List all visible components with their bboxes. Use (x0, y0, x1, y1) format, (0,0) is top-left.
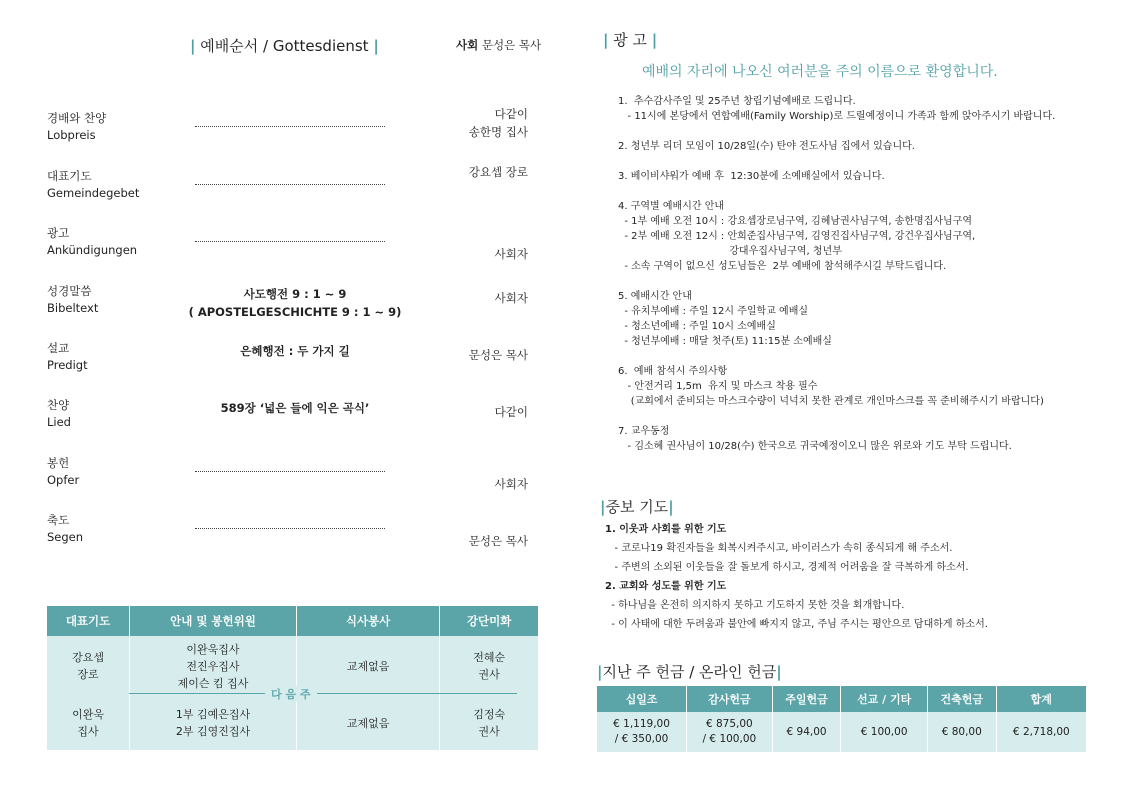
prayer-heading: 1. 이웃과 사회를 위한 기도 (605, 524, 727, 535)
notice-line: 5. 예배시간 안내 (618, 291, 692, 302)
order-item-german: Predigt (47, 358, 88, 372)
order-item-label (47, 512, 83, 546)
offering-title: |지난 주 헌금 / 온라인 헌금| (597, 663, 782, 681)
order-item-korean: 봉헌 (47, 456, 70, 470)
order-item-leader: 문성은 목사 (468, 534, 528, 548)
notice-line: 1. 추수감사주일 및 25주년 창립기념예배로 드립니다. (618, 96, 856, 107)
notice-title: | 광 고 | (603, 31, 658, 49)
prayer-item: - 하나님을 온전히 의지하지 못하고 기도하지 못한 것을 회개합니다. (605, 600, 905, 611)
prayer-item: - 주변의 소외된 이웃들을 잘 돌보게 하시고, 경제적 어려움을 잘 극복하게 하소서. (605, 562, 969, 573)
duty-table-cell: 1부 김예은집사 2부 김영진집사 (130, 696, 297, 750)
dotted-leader (195, 471, 385, 472)
order-item-content: 은혜행전 : 두 가지 길 (240, 344, 350, 358)
order-item-leader: 다같이 (494, 405, 528, 419)
order-item-leader: 사회자 (494, 477, 528, 491)
order-item-korean: 광고 (47, 226, 70, 240)
offering-table (597, 686, 1087, 752)
offering-table-cell: € 94,00 (772, 712, 841, 752)
duty-table-cell: 교제없음 (296, 696, 439, 750)
offering-table-header: 감사헌금 (687, 686, 773, 712)
offering-table-header: 건축헌금 (927, 686, 996, 712)
offering-table-cell: € 875,00 / € 100,00 (687, 712, 773, 752)
notice-line: - 청소년예배 : 주일 10시 소예배실 (618, 321, 776, 332)
order-item-german: Ankündigungen (47, 243, 138, 257)
order-item-leader: 사회자 (494, 247, 528, 261)
order-item-content: 사도행전 9 : 1 ~ 9 ( APOSTELGESCHICHTE 9 : 1 ~ 9) (188, 287, 402, 319)
dotted-leader (195, 126, 385, 127)
order-item-german: Bibeltext (47, 301, 99, 315)
notice-line: (교회에서 준비되는 마스크수량이 넉넉치 못한 관계로 개인마스크를 꼭 준비해주시기 바랍니다) (618, 396, 1044, 407)
prayer-title: |중보 기도| (600, 498, 674, 516)
order-item-content: 589장 ‘넓은 들에 익은 곡식’ (220, 401, 370, 415)
notice-line: - 11시에 본당에서 연합예배(Family Worship)로 드릴예정이니 가족과 함께 앉아주시기 바랍니다. (618, 111, 1056, 122)
order-item-leader: 강요셉 장로 (468, 165, 528, 179)
order-item-leader: 사회자 (494, 291, 528, 305)
order-item-label (47, 455, 79, 489)
duty-table-wrap (47, 606, 539, 750)
notice-spacer (618, 124, 1055, 139)
duty-table-header: 강단미화 (440, 606, 539, 636)
notice-spacer (618, 154, 1055, 169)
duty-table-cell: 이완욱 집사 (47, 696, 130, 750)
next-week-label: 다 음 주 (265, 686, 317, 702)
offering-table-header: 선교 / 기타 (841, 686, 927, 712)
order-item-leader: 문성은 목사 (468, 348, 528, 362)
order-item-korean: 찬양 (47, 398, 70, 412)
offering-table-cell: € 80,00 (927, 712, 996, 752)
order-item-label (47, 340, 88, 374)
notice-spacer (618, 349, 1055, 364)
notice-line: - 1부 예배 오전 10시 : 강요셉장로님구역, 김혜남권사님구역, 송한명집사님구역 (618, 216, 973, 227)
welcome-text: 예배의 자리에 나오신 여러분을 주의 이름으로 환영합니다. (642, 64, 998, 80)
notice-list (618, 94, 1055, 454)
order-item-korean: 경배와 찬양 (47, 111, 107, 125)
prayer-heading: 2. 교회와 성도를 위한 기도 (605, 581, 727, 592)
duty-table (47, 606, 539, 750)
order-item-label (47, 225, 137, 259)
next-week-divider (129, 693, 517, 694)
prayer-list (605, 520, 988, 634)
order-item-german: Segen (47, 530, 84, 544)
offering-table-wrap (597, 686, 1087, 752)
notice-line: - 안전거리 1,5m 유지 및 마스크 착용 필수 (618, 381, 818, 392)
order-item-german: Gemeindegebet (47, 186, 140, 200)
notice-line: - 2부 예배 오전 12시 : 안희준집사님구역, 김영진집사님구역, 강건우집사님구역, (618, 231, 976, 242)
host-info: 사회 문성은 목사 (456, 38, 542, 52)
notice-line: - 소속 구역이 없으신 성도님들은 2부 예배에 참석해주시길 부탁드립니다. (618, 261, 947, 272)
duty-table-cell: 김정숙 권사 (440, 696, 539, 750)
prayer-item: - 이 사태에 대한 두려움과 불안에 빠지지 않고, 주님 주시는 평안으로 담대하게 하소서. (605, 619, 988, 630)
duty-table-header: 식사봉사 (296, 606, 439, 636)
duty-table-cell: 강요셉 장로 (47, 636, 130, 696)
notice-line: - 김소혜 권사님이 10/28(수) 한국으로 귀국예정이오니 많은 위로와 기도 부탁 드립니다. (618, 441, 1012, 452)
duty-table-header: 대표기도 (47, 606, 130, 636)
order-item-german: Opfer (47, 473, 80, 487)
order-item-korean: 성경말씀 (47, 284, 92, 298)
dotted-leader (195, 528, 385, 529)
order-item-german: Lobpreis (47, 128, 96, 142)
notice-line: 강대우집사님구역, 청년부 (618, 246, 842, 257)
offering-table-cell: € 100,00 (841, 712, 927, 752)
notice-spacer (618, 274, 1055, 289)
dotted-leader (195, 184, 385, 185)
notice-spacer (618, 409, 1055, 424)
prayer-item: - 코로나19 확진자들을 회복시켜주시고, 바이러스가 속히 종식되게 해 주소서. (605, 543, 953, 554)
order-item-korean: 대표기도 (47, 169, 92, 183)
offering-table-header: 합계 (996, 686, 1086, 712)
duty-table-header: 안내 및 봉헌위원 (130, 606, 297, 636)
duty-table-cell: 교제없음 (296, 636, 439, 696)
order-item-label (47, 283, 98, 317)
worship-order-title: | 예배순서 / Gottesdienst | (190, 37, 379, 55)
notice-spacer (618, 184, 1055, 199)
notice-line: 6. 예배 참석시 주의사항 (618, 366, 728, 377)
duty-table-cell: 이완욱집사 전진우집사 제이슨 킴 집사 (130, 636, 297, 696)
duty-table-cell: 전혜순 권사 (440, 636, 539, 696)
order-item-label (47, 110, 106, 144)
offering-table-cell: € 1,119,00 / € 350,00 (597, 712, 687, 752)
order-item-label (47, 168, 139, 202)
offering-table-header: 십일조 (597, 686, 687, 712)
offering-table-header: 주일헌금 (772, 686, 841, 712)
notice-line: 2. 청년부 리더 모임이 10/28일(수) 탄야 전도사님 집에서 있습니다. (618, 141, 915, 152)
order-item-korean: 설교 (47, 341, 70, 355)
notice-line: - 유치부예배 : 주일 12시 주일학교 예배실 (618, 306, 809, 317)
notice-line: 7. 교우동정 (618, 426, 670, 437)
order-item-leader: 다같이 송한명 집사 (468, 107, 528, 139)
notice-line: - 청년부예배 : 매달 첫주(토) 11:15분 소예배실 (618, 336, 832, 347)
dotted-leader (195, 241, 385, 242)
order-item-korean: 축도 (47, 513, 70, 527)
offering-table-cell: € 2,718,00 (996, 712, 1086, 752)
order-item-label (47, 397, 71, 431)
notice-line: 3. 베이비샤워가 예배 후 12:30분에 소예배실에서 있습니다. (618, 171, 885, 182)
notice-line: 4. 구역별 예배시간 안내 (618, 201, 725, 212)
order-item-german: Lied (47, 415, 71, 429)
